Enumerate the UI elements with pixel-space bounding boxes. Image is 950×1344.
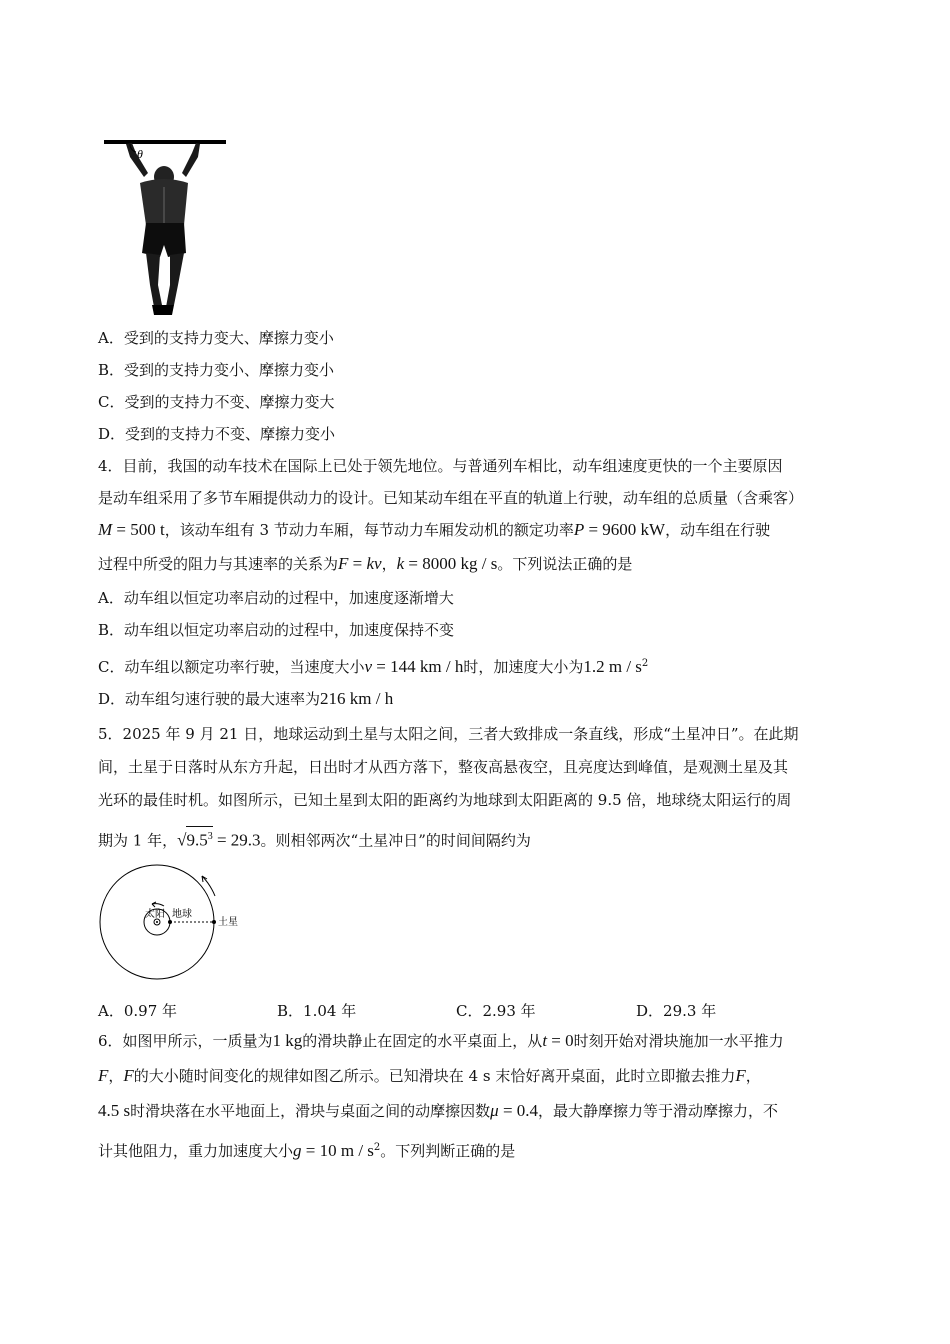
- q3-option-a: A．受到的支持力变大、摩擦力变小: [98, 329, 334, 347]
- q4-stem-line-3: M = 500 t，该动车组有 3 节动力车厢，每节动力车厢发动机的额定功率P = 9600 kW，动车组在行驶: [98, 520, 771, 539]
- q6-stem-line-2: F，F的大小随时间变化的规律如图乙所示。已知滑块在 4 s 末恰好离开桌面，此时立即撤去推力F，: [98, 1066, 761, 1085]
- q3-option-c: C．受到的支持力不变、摩擦力变大: [98, 393, 335, 411]
- sun-label: 太阳: [145, 909, 165, 920]
- q4-option-d: D．动车组匀速行驶的最大速率为216 km / h: [98, 689, 394, 708]
- q5-stem-line-2: 间，土星于日落时从东方升起，日出时才从西方落下，整夜高悬夜空，且亮度达到峰值，是观测土星及其: [98, 758, 789, 776]
- q3-option-d: D．受到的支持力不变、摩擦力变小: [98, 425, 336, 443]
- q5-option-a: A．0.97 年: [98, 1002, 177, 1020]
- feet: [152, 305, 174, 315]
- right-arm: [182, 143, 200, 177]
- q5-option-c: C．2.93 年: [456, 1002, 536, 1020]
- q5-stem-line-3: 光环的最佳时机。如图所示，已知土星到太阳的距离约为地球到太阳距离的 9.5 倍，地球绕太阳运行的周: [98, 791, 792, 809]
- pullup-figure: [100, 135, 230, 317]
- q5-stem-line-1: 5．2025 年 9 月 21 日，地球运动到土星与太阳之间，三者大致排成一条直线，形成“土星冲日”。在此期: [98, 725, 799, 743]
- angle-label: θ: [137, 147, 143, 161]
- orbit-figure: [98, 862, 258, 982]
- q4-option-a: A．动车组以恒定功率启动的过程中，加速度逐渐增大: [98, 589, 454, 607]
- q4-stem-line-4: 过程中所受的阻力与其速率的关系为F = kv，k = 8000 kg / s。下列说法正确的是: [98, 554, 633, 573]
- q6-stem-line-4: 计其他阻力，重力加速度大小g = 10 m / $s^2$。下列判断正确的是: [98, 1141, 516, 1160]
- q5-option-b: B．1.04 年: [277, 1002, 357, 1020]
- q4-stem-line-2: 是动车组采用了多节车厢提供动力的设计。已知某动车组在平直的轨道上行驶，动车组的总质量（含乘客）: [98, 489, 804, 507]
- q3-option-b: B．受到的支持力变小、摩擦力变小: [98, 361, 335, 379]
- saturn-direction-arrow: [202, 876, 215, 896]
- q6-stem-line-3: 4.5 s时滑块落在水平地面上，滑块与桌面之间的动摩擦因数μ = 0.4，最大静摩擦力等于滑动摩擦力，不: [98, 1101, 779, 1120]
- q4-stem-line-1: 4．目前，我国的动车技术在国际上已处于领先地位。与普通列车相比，动车组速度更快的一个主要原因: [98, 457, 783, 475]
- right-leg: [166, 253, 184, 307]
- saturn-label: 土星: [218, 917, 238, 928]
- q6-stem-line-1: 6．如图甲所示，一质量为1 kg的滑块静止在固定的水平桌面上，从t = 0时刻开始对滑块施加一水平推力: [98, 1031, 784, 1050]
- q4-option-c: C．动车组以额定功率行驶，当速度大小v = 144 km / h时，加速度大小为1.2 m / $s^2$: [98, 657, 649, 676]
- q5-option-d: D．29.3 年: [636, 1002, 717, 1020]
- shorts: [142, 223, 186, 257]
- left-leg: [146, 253, 162, 307]
- q5-stem-line-4: 期为 1 年，$√9.5^3 = 29.3$。则相邻两次“土星冲日”的时间间隔约为: [98, 826, 531, 851]
- earth-label: 地球: [172, 909, 192, 920]
- q4-option-b: B．动车组以恒定功率启动的过程中，加速度保持不变: [98, 621, 455, 639]
